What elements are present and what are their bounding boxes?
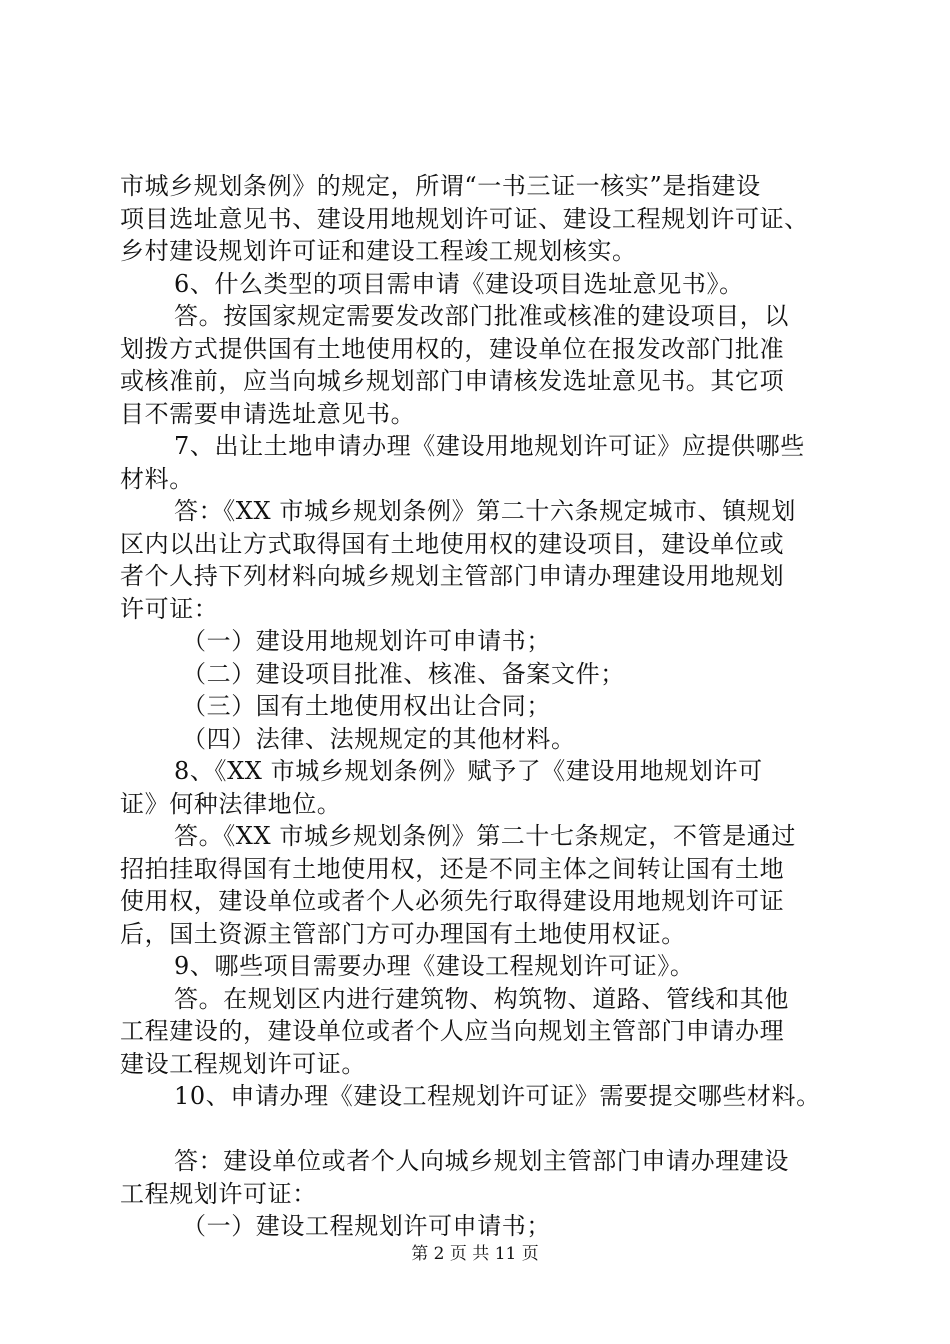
- blank-line: [120, 1113, 840, 1146]
- question-heading: 9、哪些项目需要办理《建设工程规划许可证》。: [174, 952, 695, 980]
- text-line: 建设工程规划许可证。: [120, 1049, 366, 1078]
- page-footer: 第 2 页 共 11 页: [411, 1244, 539, 1264]
- question-heading: 8、《XX 市城乡规划条例》赋予了《建设用地规划许可: [174, 757, 763, 785]
- text-line: 区内以出让方式取得国有土地使用权的建设项目，建设单位或: [120, 529, 785, 558]
- question-heading: 7、出让土地申请办理《建设用地规划许可证》应提供哪些: [174, 432, 805, 460]
- list-item: （二）建设项目批准、核准、备案文件；: [182, 659, 625, 688]
- text-line: 工程建设的，建设单位或者个人应当向规划主管部门申请办理: [120, 1017, 785, 1045]
- answer-line: 答。按国家规定需要发改部门批准或核准的建设项目，以: [174, 302, 789, 330]
- answer-line: 答。在规划区内进行建筑物、构筑物、道路、管线和其他: [174, 984, 789, 1013]
- list-item: （一）建设用地规划许可申请书；: [182, 627, 551, 655]
- text-line: 乡村建设规划许可证和建设工程竣工规划核实。: [120, 237, 637, 265]
- text-line: 许可证：: [120, 594, 219, 623]
- list-item: （三）国有土地使用权出让合同；: [182, 692, 551, 720]
- text-line: 划拨方式提供国有土地使用权的，建设单位在报发改部门批准: [120, 334, 785, 363]
- text-line: 使用权，建设单位或者个人必须先行取得建设用地规划许可证: [120, 887, 785, 915]
- question-heading: 6、什么类型的项目需申请《建设项目选址意见书》。: [174, 269, 744, 298]
- answer-line: 答：建设单位或者个人向城乡规划主管部门申请办理建设: [174, 1147, 789, 1175]
- text-line: 者个人持下列材料向城乡规划主管部门申请办理建设用地规划: [120, 562, 785, 590]
- list-item: （四）法律、法规规定的其他材料。: [182, 724, 576, 753]
- text-line: 招拍挂取得国有土地使用权，还是不同主体之间转让国有土地: [120, 854, 785, 883]
- text-line: 工程规划许可证：: [120, 1179, 317, 1208]
- text-line: 证》何种法律地位。: [120, 789, 342, 818]
- document-body: [120, 170, 840, 1243]
- text-line: 目不需要申请选址意见书。: [120, 399, 416, 428]
- text-line: 或核准前，应当向城乡规划部门申请核发选址意见书。其它项: [120, 367, 785, 395]
- text-line: 项目选址意见书、建设用地规划许可证、建设工程规划许可证、: [120, 204, 809, 233]
- question-heading: 10、申请办理《建设工程规划许可证》需要提交哪些材料。: [174, 1082, 821, 1110]
- text-line: 后，国土资源主管部门方可办理国有土地使用权证。: [120, 919, 686, 948]
- answer-line: 答。《XX 市城乡规划条例》第二十七条规定，不管是通过: [174, 822, 796, 850]
- answer-line: 答：《XX 市城乡规划条例》第二十六条规定城市、镇规划: [174, 497, 796, 525]
- list-item: （一）建设工程规划许可申请书；: [182, 1212, 551, 1240]
- text-line: 材料。: [120, 464, 194, 493]
- text-line: 市城乡规划条例》的规定，所谓“一书三证一核实”是指建设: [120, 172, 761, 200]
